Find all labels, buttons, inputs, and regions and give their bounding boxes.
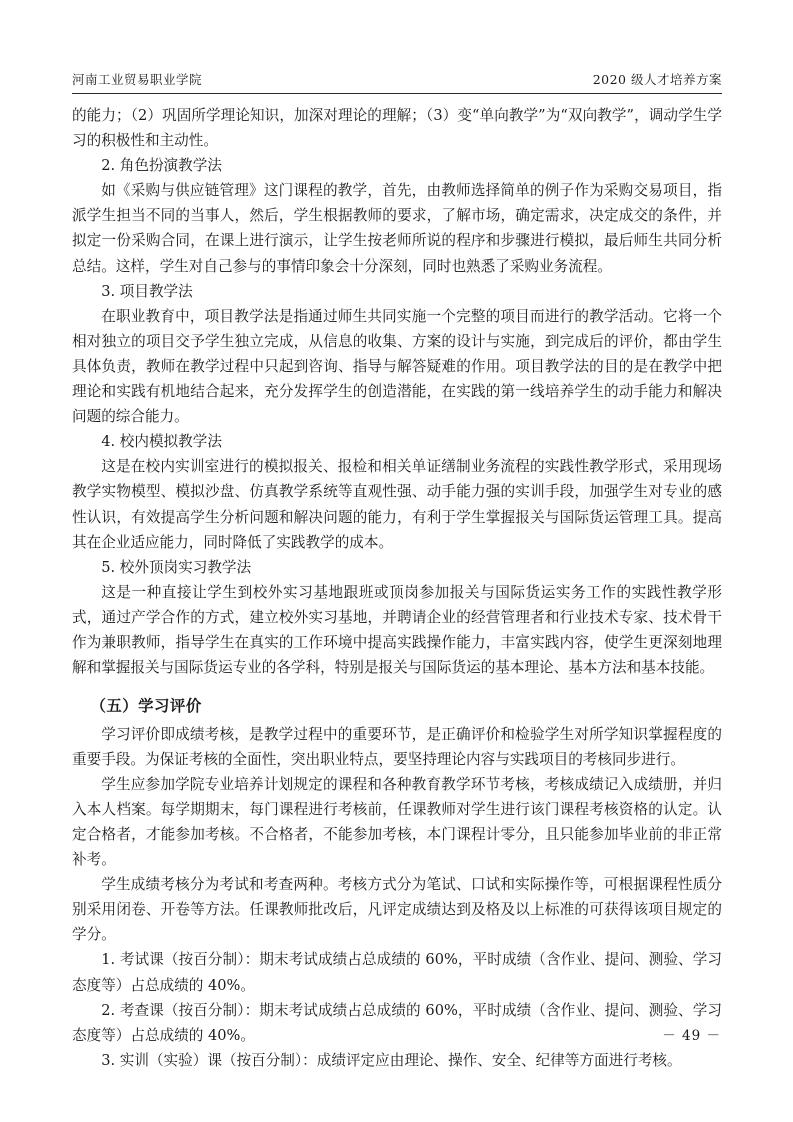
header-institution: 河南工业贸易职业学院: [72, 72, 203, 87]
heading-campus-simulation-method: 4. 校内模拟教学法: [101, 433, 222, 451]
paragraph-offcampus-internship-method: 这是一种直接让学生到校外实习基地跟班或顶岗参加报关与国际货运实务工作的实践性教学形式，通过产学合作的方式，建立校外实习基地，并聘请企业的经营管理者和行业技术专家、技术骨干作为兼职教师，指导学生在真实的工作环境中提高实践操作能力，丰富实践内容，使学生更深刻地理解和掌握报关与国际货运专业的各学科，特别是报关与国际货运的基本理论、基本方法和基本技能。: [72, 583, 722, 677]
page-header: [72, 70, 722, 92]
paragraph-evaluation-1: 学习评价即成绩考核，是教学过程中的重要环节，是正确评价和检验学生对所学知识掌握程度的重要手段。为保证考核的全面性，突出职业特点，要坚持理论内容与实践项目的考核同步进行。: [72, 725, 722, 768]
section-heading-learning-evaluation: （五）学习评价: [90, 697, 202, 716]
paragraph-project-method: 在职业教育中，项目教学法是指通过师生共同实施一个完整的项目而进行的教学活动。它将一个相对独立的项目交予学生独立完成，从信息的收集、方案的设计与实施，到完成后的评价，都由学生具体负责，教师在教学过程中只起到咨询、指导与解答疑难的作用。项目教学法的目的是在教学中把理论和实践有机地结合起来，充分发挥学生的创造潜能，在实践的第一线培养学生的动手能力和解决问题的综合能力。: [72, 307, 722, 426]
heading-role-play-method: 2. 角色扮演教学法: [101, 157, 222, 175]
header-document-title: 2020 级人才培养方案: [592, 72, 722, 87]
paragraph-evaluation-2: 学生应参加学院专业培养计划规定的课程和各种教育教学环节考核，考核成绩记入成绩册，并归入本人档案。每学期期末，每门课程进行考核前，任课教师对学生进行该门课程考核资格的认定。认定合格者，才能参加考核。不合格者，不能参加考核，本门课程计零分，且只能参加毕业前的非正常补考。: [72, 775, 722, 869]
page-number: － 49 －: [662, 1028, 721, 1044]
page-footer: [72, 1024, 721, 1044]
paragraph-assessment-course: 2. 考查课（按百分制）：期末考试成绩占总成绩的 60%，平时成绩（含作业、提问、测验、学习态度等）占总成绩的 40%。: [72, 1001, 722, 1044]
paragraph-role-play-method: 如《采购与供应链管理》这门课程的教学，首先，由教师选择简单的例子作为采购交易项目，指派学生担当不同的当事人，然后，学生根据教师的要求，了解市场，确定需求，决定成交的条件，并拟定一份采购合同，在课上进行演示，让学生按老师所说的程序和步骤进行模拟，最后师生共同分析总结。这样，学生对自己参与的事情印象会十分深刻，同时也熟悉了采购业务流程。: [72, 182, 722, 275]
heading-project-method: 3. 项目教学法: [101, 282, 193, 300]
header-divider: [72, 93, 722, 94]
paragraph-exam-course: 1. 考试课（按百分制）：期末考试成绩占总成绩的 60%，平时成绩（含作业、提问、测验、学习态度等）占总成绩的 40%。: [72, 951, 722, 994]
paragraph-practical-course: 3. 实训（实验）课（按百分制）：成绩评定应由理论、操作、安全、纪律等方面进行考核。: [101, 1051, 682, 1069]
heading-offcampus-internship-method: 5. 校外顶岗实习教学法: [101, 558, 252, 576]
paragraph-continuation: 的能力；（2）巩固所学理论知识，加深对理论的理解；（3）变“单向教学”为“双向教学”，调动学生学习的积极性和主动性。: [72, 107, 722, 150]
page-content: [72, 70, 722, 1073]
paragraph-evaluation-3: 学生成绩考核分为考试和考查两种。考核方式分为笔试、口试和实际操作等，可根据课程性质分别采用闭卷、开卷等方法。任课教师批改后，凡评定成绩达到及格及以上标准的可获得该项目规定的学分。: [72, 876, 722, 944]
body-text: [72, 103, 722, 1073]
paragraph-campus-simulation-method: 这是在校内实训室进行的模拟报关、报检和相关单证缮制业务流程的实践性教学形式，采用现场教学实物模型、模拟沙盘、仿真教学系统等直观性强、动手能力强的实训手段，加强学生对专业的感性认识，有效提高学生分析问题和解决问题的能力，有利于学生掌握报关与国际货运管理工具。提高其在企业适应能力，同时降低了实践教学的成本。: [72, 458, 722, 551]
